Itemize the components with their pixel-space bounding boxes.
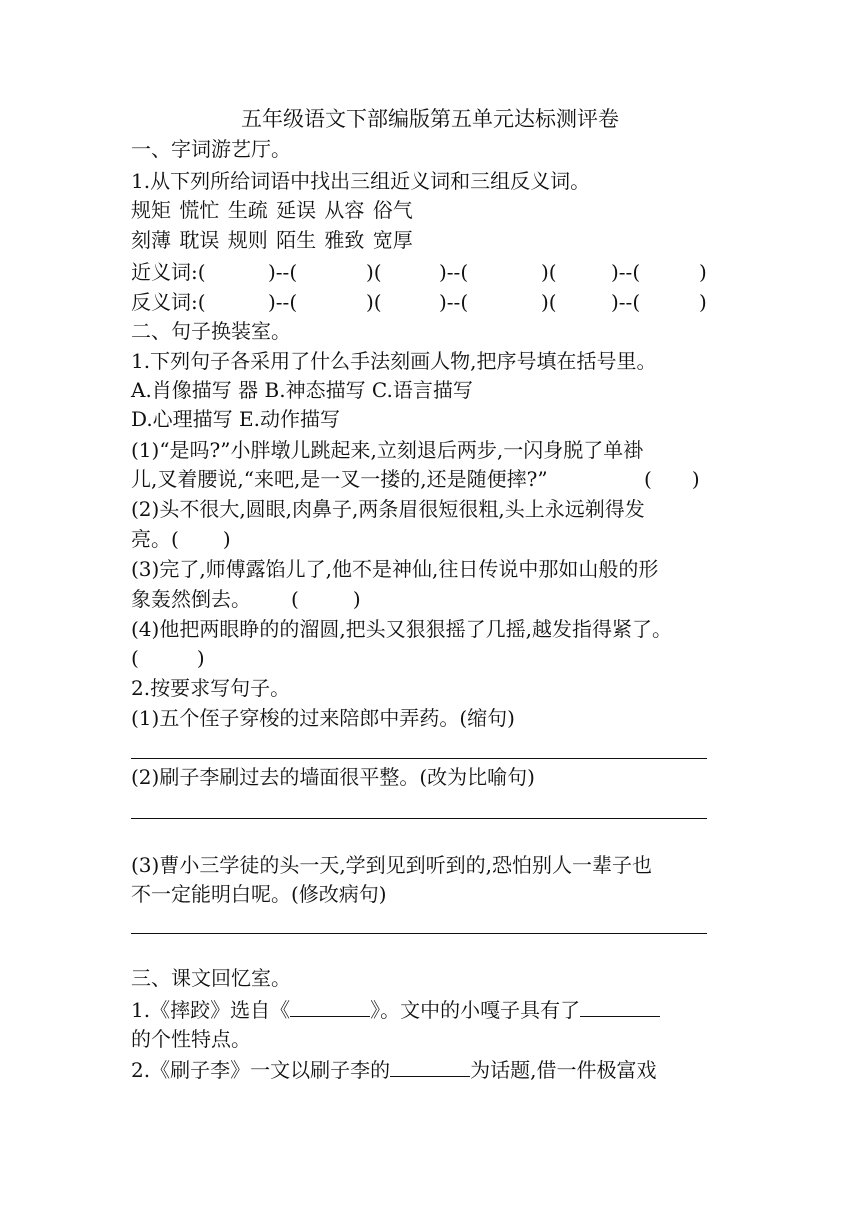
question-1-1: 1.从下列所给词语中找出三组近义词和三组反义词。 (131, 169, 591, 193)
rewrite-3-line-1: (3)曹小三学徒的头一天,学到见到听到的,恐怕别人一辈子也 (131, 853, 653, 877)
synonym-label: 近义词:( (131, 260, 206, 284)
sentence-3-line-1: (3)完了,师傅露馅儿了,他不是神仙,往日传说中那如山般的形 (131, 557, 659, 581)
sentence-1-line-1: (1)“是吗?”小胖墩儿跳起来,立刻退后两步,一闪身脱了单褂 (131, 438, 644, 462)
section-1-heading: 一、字词游艺厅。 (131, 137, 291, 161)
sentence-2-text: 亮。( (131, 527, 179, 551)
answer-line-1[interactable] (131, 758, 707, 759)
antonym-blank-2[interactable]: )( (366, 290, 382, 314)
antonym-blank-4[interactable]: )( (541, 290, 557, 314)
page-title: 五年级语文下部编版第五单元达标测评卷 (241, 107, 619, 131)
sentence-4-line-2: ( ) (131, 646, 205, 670)
section-3-heading: 三、课文回忆室。 (131, 966, 291, 990)
recall-question-1: 1.《摔跤》选自《 》。文中的小嘎子具有了 (131, 994, 660, 1025)
antonym-blank-5[interactable]: )--( (611, 290, 641, 314)
fill-blank-1[interactable] (290, 994, 370, 1017)
options-line-1: A.肖像描写 器 B.神态描写 C.语言描写 (131, 378, 473, 402)
answer-paren-3[interactable]: ( ) (291, 587, 361, 611)
synonym-blank-1[interactable]: )--( (268, 260, 298, 284)
fill-blank-2[interactable] (580, 994, 660, 1017)
antonym-row (131, 287, 707, 317)
rewrite-3-line-2: 不一定能明白呢。(修改病句) (131, 882, 387, 906)
synonym-blank-4[interactable]: )( (541, 260, 557, 284)
options-line-2: D.心理描写 E.动作描写 (131, 407, 340, 431)
sentence-2-line-1: (2)头不很大,圆眼,肉鼻子,两条眉很短很粗,头上永远剃得发 (131, 497, 645, 521)
antonym-end: ) (699, 290, 707, 314)
word-list-row-2: 刻薄 耽误 规则 陌生 雅致 宽厚 (131, 228, 413, 252)
word-list-row-1: 规矩 慌忙 生疏 延误 从容 俗气 (131, 198, 413, 222)
answer-paren-4[interactable]: ( (131, 646, 139, 670)
sentence-1-line-2 (131, 464, 700, 494)
question-2-2: 2.按要求写句子。 (131, 676, 291, 700)
synonym-end: ) (699, 260, 707, 284)
sentence-1-text: 儿,叉着腰说,“来吧,是一叉一搂的,还是随便摔?” (131, 467, 548, 491)
answer-line-2[interactable] (131, 818, 707, 819)
question-2-1: 1.下列句子各采用了什么手法刻画人物,把序号填在括号里。 (131, 349, 657, 373)
synonym-blank-5[interactable]: )--( (611, 260, 641, 284)
sentence-2-line-2: 亮。( ) (131, 527, 231, 551)
sentence-4-line-1: (4)他把两眼睁的的溜圆,把头又狠狠摇了几摇,越发指得紧了。 (131, 617, 673, 641)
fill-blank-3[interactable] (390, 1054, 470, 1077)
synonym-blank-3[interactable]: )--( (439, 260, 469, 284)
recall-question-2: 2.《刷子李》一文以刷子李的 为话题,借一件极富戏 (131, 1054, 656, 1085)
answer-line-3[interactable] (131, 933, 707, 934)
synonym-blank-2[interactable]: )( (366, 260, 382, 284)
antonym-label: 反义词:( (131, 290, 206, 314)
antonym-blank-1[interactable]: )--( (268, 290, 298, 314)
section-2-heading: 二、句子换装室。 (131, 319, 291, 343)
rewrite-2: (2)刷子李刷过去的墙面很平整。(改为比喻句) (131, 765, 535, 789)
recall-question-1-cont: 的个性特点。 (131, 1027, 251, 1051)
synonym-row (131, 257, 707, 287)
sentence-3-line-2 (131, 584, 361, 614)
rewrite-1: (1)五个侄子穿梭的过来陪郎中弄药。(缩句) (131, 706, 515, 730)
answer-paren-1[interactable]: ( ) (644, 467, 700, 491)
sentence-3-text: 象轰然倒去。 (131, 587, 251, 611)
antonym-blank-3[interactable]: )--( (439, 290, 469, 314)
